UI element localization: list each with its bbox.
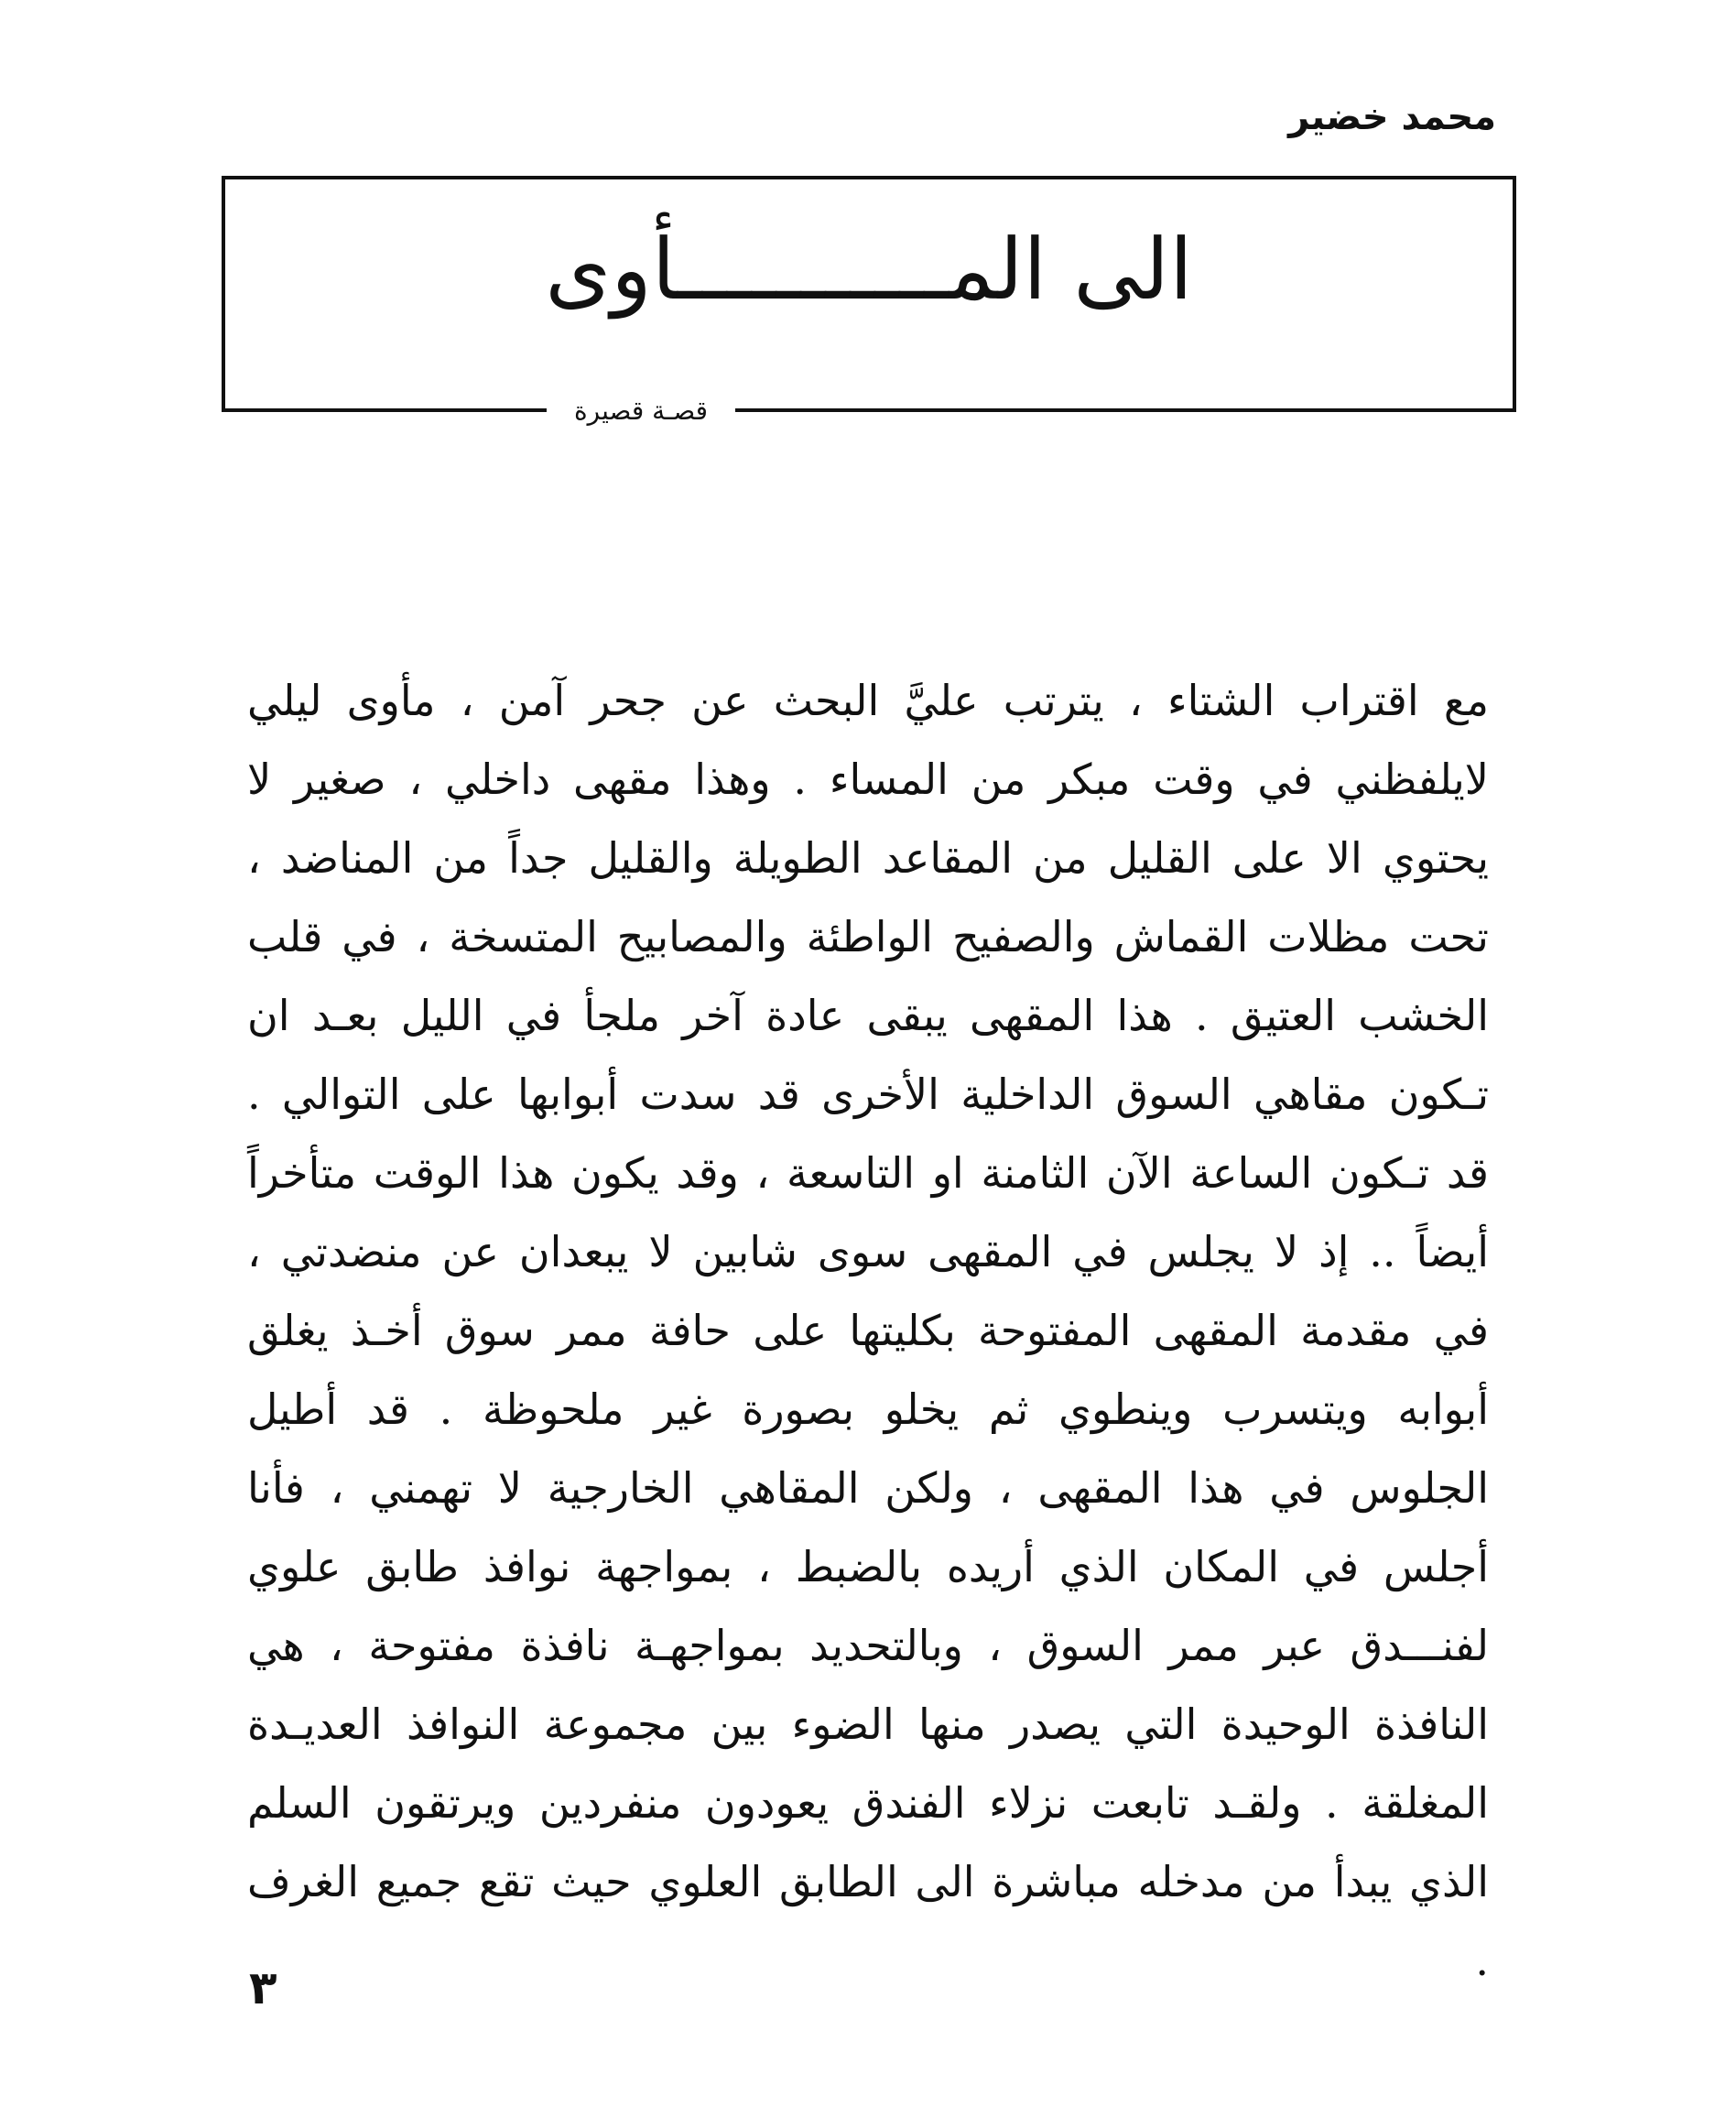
story-title: الى المـــــــــــأوى — [545, 221, 1193, 319]
page-number: ٣ — [249, 1961, 277, 2014]
story-subtitle: قصـة قصيرة — [547, 388, 735, 434]
body-paragraph: مع اقتراب الشتاء ، يترتب عليَّ البحث عن جحر آمن ، مأوى ليلي لايلفظني في وقت مبكر من المساء . وهذا مقهى داخلي ، صغير لا يحتوي الا على القليل من المقاعد الطويلة والقليل جداً من المناضد ، تحت مظلات القماش والصفيح الواطئة والمصابيح المتسخة ، في قلب الخشب العتيق . هذا المقهى يبقى عادة آخر ملجأ في الليل بعـد ان تـكون مقاهي السوق الداخلية الأخرى قد سدت أبوابها على التوالي . قد تـكون الساعة الآن الثامنة او التاسعة ، وقد يكون هذا الوقت متأخراً أيضاً .. إذ لا يجلس في المقهى سوى شابين لا يبعدان عن منضدتي ، في مقدمة المقهى المفتوحة بكليتها على حافة ممر سوق أخـذ يغلق أبوابه ويتسرب وينطوي ثم يخلو بصورة غير ملحوظة . قد أطيل الجلوس في هذا المقهى ، ولكن المقاهي الخارجية لا تهمني ، فأنا أجلس في المكان الذي أريده بالضبط ، بمواجهة نوافذ طابق علوي لفنـــدق عبر ممر السوق ، وبالتحديد بمواجهـة نافذة مفتوحة ، هي النافذة الوحيدة التي يصدر منها الضوء بين مجموعة النوافذ العديـدة المغلقة . ولقـد تابعت نزلاء الفندق يعودون منفردين ويرتقون السلم الذي يبدأ من مدخله مباشرة الى الطابق العلوي حيث تقع جميع الغرف . — [247, 676, 1489, 1985]
author-name: محمد خضير — [1288, 96, 1496, 138]
title-frame — [222, 176, 1516, 412]
